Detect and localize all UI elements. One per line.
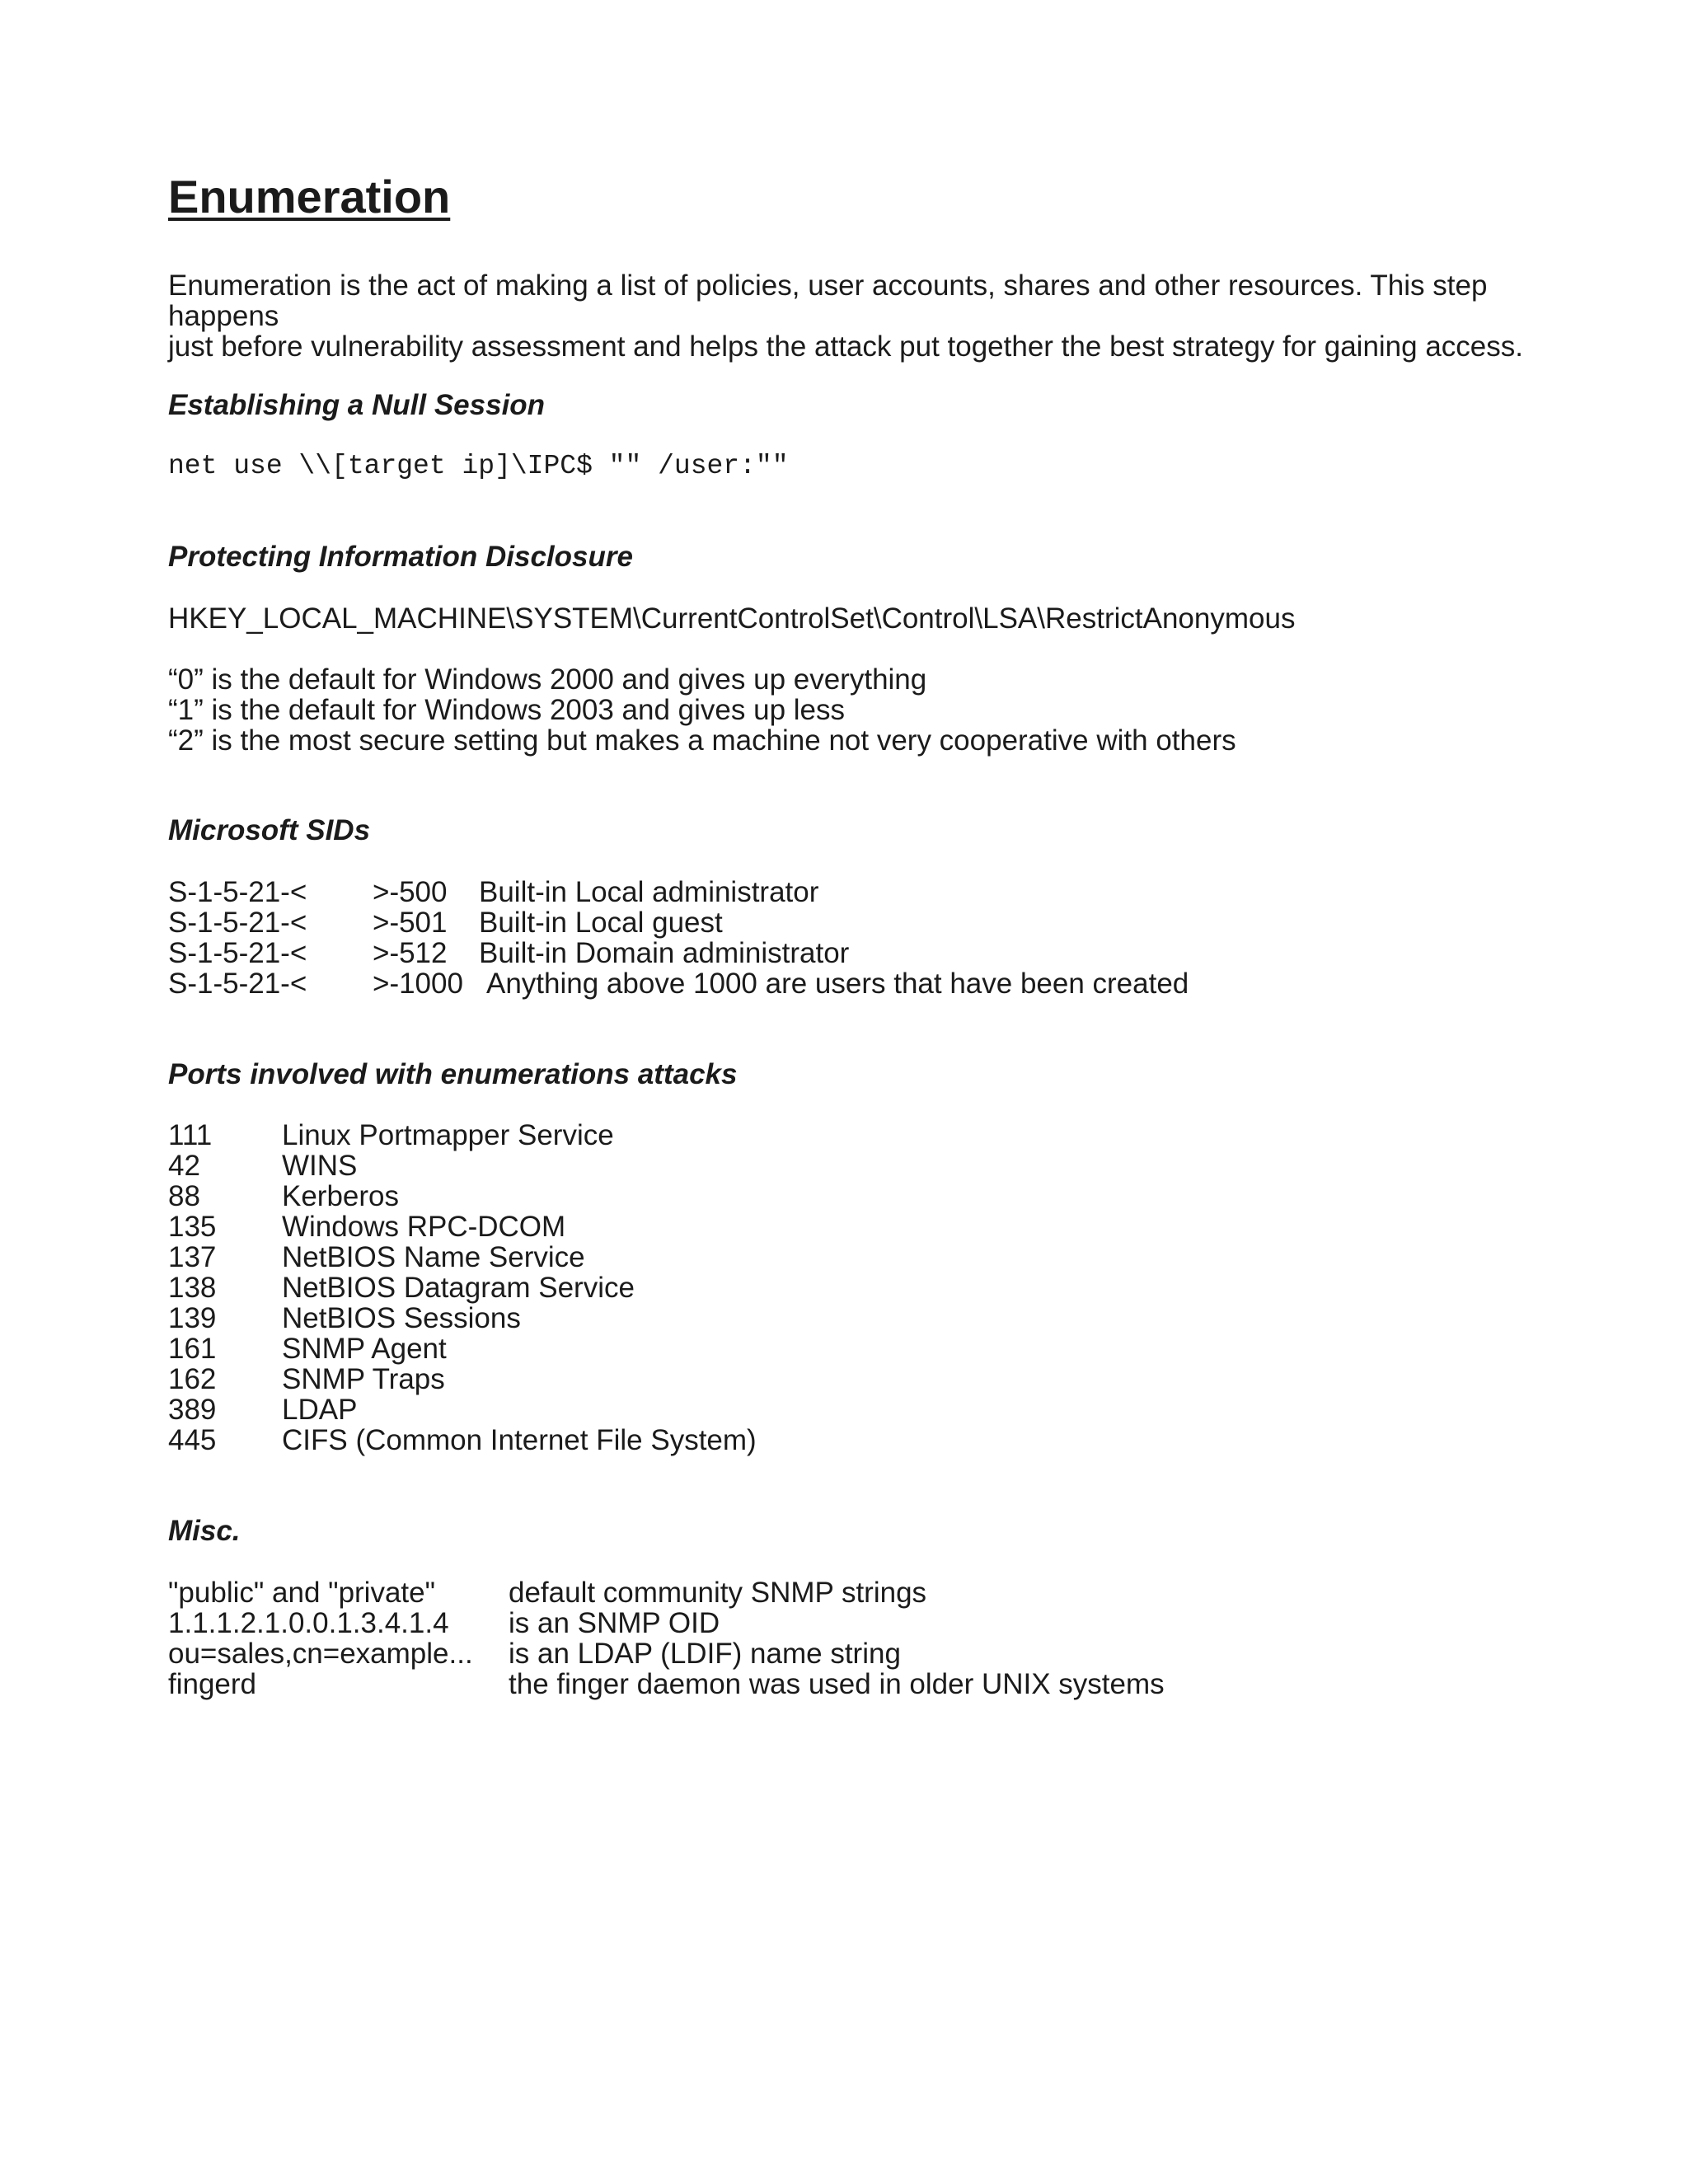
port-row (168, 1364, 910, 1394)
port-service: SNMP Agent (282, 1333, 447, 1365)
port-service: Windows RPC-DCOM (282, 1211, 566, 1243)
sid-row (168, 907, 1240, 938)
port-row (168, 1212, 910, 1242)
port-number: 111 (168, 1119, 213, 1151)
setting-line: “0” is the default for Windows 2000 and gives up everything (168, 663, 927, 696)
sids-heading: Microsoft SIDs (168, 814, 371, 846)
port-service: CIFS (Common Internet File System) (282, 1424, 757, 1456)
sid-description: Built-in Local guest (479, 907, 723, 939)
misc-row (168, 1608, 1240, 1638)
port-service: Kerberos (282, 1180, 400, 1212)
port-service: Linux Portmapper Service (282, 1119, 614, 1151)
port-number: 139 (168, 1302, 217, 1334)
sid-prefix: S-1-5-21-< (168, 876, 307, 908)
sid-prefix: S-1-5-21-< (168, 937, 307, 969)
sid-rid: >-500 (373, 876, 448, 908)
port-row (168, 1394, 910, 1425)
port-number: 135 (168, 1211, 217, 1243)
intro-paragraph (168, 270, 1528, 362)
sid-prefix: S-1-5-21-< (168, 907, 307, 939)
misc-term: ou=sales,cn=example... (168, 1638, 473, 1670)
sid-row (168, 968, 1240, 999)
sid-rid: >-1000 (373, 968, 463, 1000)
null-session-command: net use \\[target ip]\IPC$ "" /user:"" (168, 451, 789, 481)
info-disclosure-heading: Protecting Information Disclosure (168, 541, 633, 573)
sids-table (168, 877, 1240, 999)
sid-description: Built-in Local administrator (479, 876, 819, 908)
port-service: LDAP (282, 1394, 358, 1426)
port-row (168, 1181, 910, 1212)
sid-description: Anything above 1000 are users that have been created (486, 968, 1189, 1000)
sid-rid: >-512 (373, 937, 448, 969)
port-service: NetBIOS Sessions (282, 1302, 521, 1334)
misc-term: "public" and "private" (168, 1577, 436, 1609)
misc-heading: Misc. (168, 1515, 241, 1547)
port-row (168, 1425, 910, 1455)
misc-row (168, 1669, 1240, 1699)
setting-line: “1” is the default for Windows 2003 and gives up less (168, 694, 845, 726)
misc-row (168, 1638, 1240, 1669)
port-number: 445 (168, 1424, 217, 1456)
port-number: 138 (168, 1272, 217, 1304)
port-row (168, 1272, 910, 1303)
port-row (168, 1151, 910, 1181)
misc-meaning: is an SNMP OID (509, 1607, 720, 1639)
null-session-heading: Establishing a Null Session (168, 389, 546, 421)
misc-table (168, 1577, 1240, 1699)
misc-meaning: the finger daemon was used in older UNIX systems (509, 1668, 1165, 1700)
intro-line: Enumeration is the act of making a list of policies, user accounts, shares and other resources. This step happens (168, 269, 1488, 332)
port-number: 88 (168, 1180, 200, 1212)
port-number: 389 (168, 1394, 217, 1426)
misc-meaning: is an LDAP (LDIF) name string (509, 1638, 901, 1670)
sid-prefix: S-1-5-21-< (168, 968, 307, 1000)
port-number: 162 (168, 1363, 217, 1395)
port-row (168, 1303, 910, 1333)
port-service: WINS (282, 1150, 358, 1182)
page-title: Enumeration (168, 171, 451, 223)
sid-row (168, 938, 1240, 968)
port-row (168, 1242, 910, 1272)
port-number: 161 (168, 1333, 217, 1365)
misc-term: fingerd (168, 1668, 257, 1700)
setting-line: “2” is the most secure setting but makes a machine not very cooperative with others (168, 724, 1236, 757)
ports-table (168, 1120, 910, 1455)
port-row (168, 1333, 910, 1364)
misc-row (168, 1577, 1240, 1608)
restrict-anonymous-settings (168, 664, 1236, 756)
misc-term: 1.1.1.2.1.0.0.1.3.4.1.4 (168, 1607, 449, 1639)
port-service: NetBIOS Datagram Service (282, 1272, 635, 1304)
sid-description: Built-in Domain administrator (479, 937, 850, 969)
misc-meaning: default community SNMP strings (509, 1577, 927, 1609)
port-number: 137 (168, 1241, 217, 1273)
port-row (168, 1120, 910, 1151)
ports-heading: Ports involved with enumerations attacks (168, 1058, 738, 1090)
port-number: 42 (168, 1150, 200, 1182)
intro-line: just before vulnerability assessment and helps the attack put together the best strategy for gaining access. (168, 330, 1523, 363)
port-service: SNMP Traps (282, 1363, 445, 1395)
sid-rid: >-501 (373, 907, 448, 939)
sid-row (168, 877, 1240, 907)
port-service: NetBIOS Name Service (282, 1241, 585, 1273)
registry-key: HKEY_LOCAL_MACHINE\SYSTEM\CurrentControlSet\Control\LSA\RestrictAnonymous (168, 602, 1296, 635)
